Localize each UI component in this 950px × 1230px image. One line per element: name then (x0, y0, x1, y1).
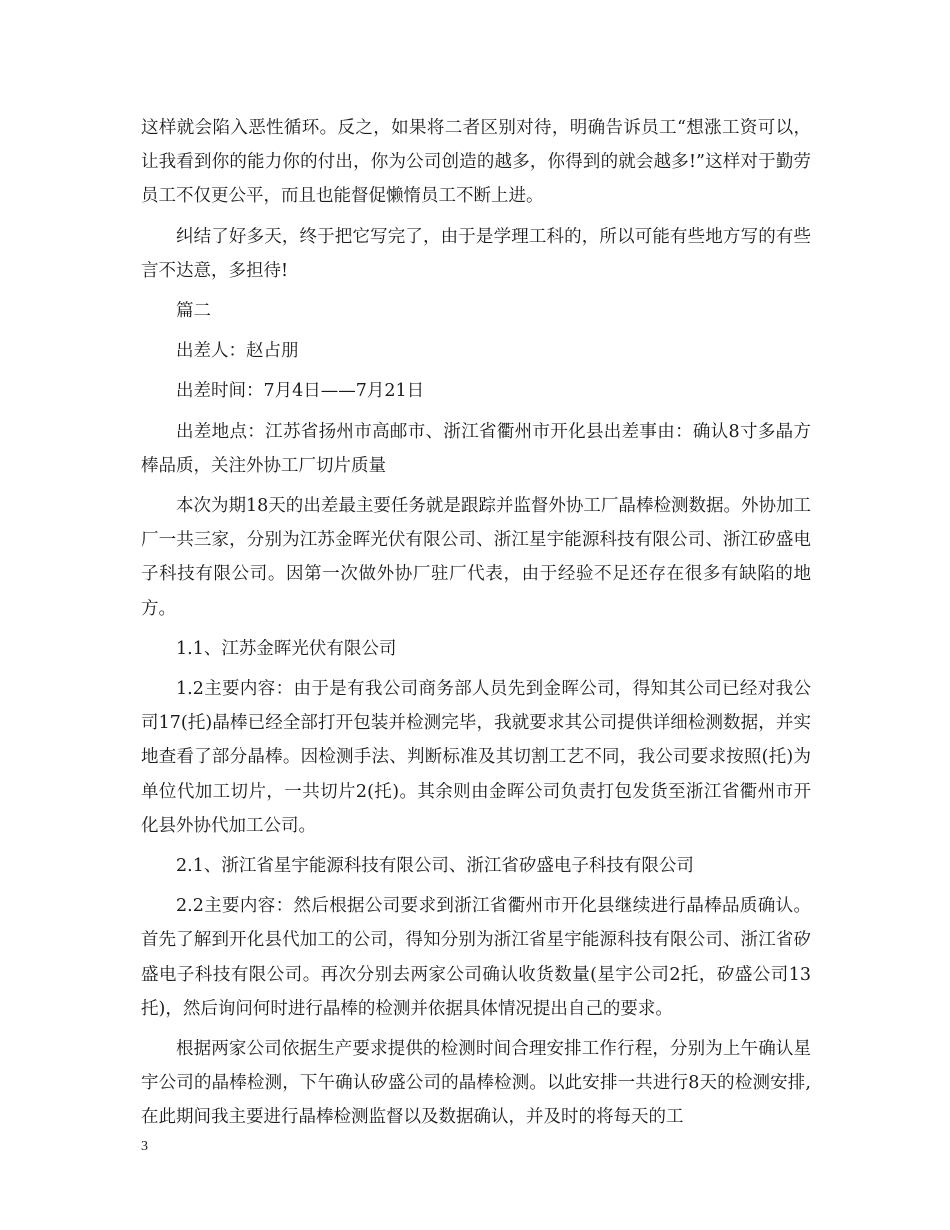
paragraph-jinhui-content: 1.2主要内容：由于是有我公司商务部人员先到金晖公司，得知其公司已经对我公司17(托)晶棒已经全部打开包装并检测完毕，我就要求其公司提供详细检测数据，并实地查看了部分晶棒。因检测手法、判断标准及其切割工艺不同，我公司要求按照(托)为单位代加工切片，一共切片2(托)。其余则由金晖公司负责打包发货至浙江省衢州市开化县外协代加工公司。 (141, 679, 811, 836)
trip-person-line: 出差人：赵占朋 (176, 341, 299, 362)
document-body (141, 111, 811, 1135)
paragraph-kaihua-content: 2.2主要内容：然后根据公司要求到浙江省衢州市开化县继续进行晶棒品质确认。首先了解到开化县代加工的公司，得知分别为浙江省星宇能源科技有限公司、浙江省矽盛电子科技有限公司。再次分别去两家公司确认收货数量(星宇公司2托，矽盛公司13托)，然后询问何时进行晶棒的检测并依据具体情况提出自己的要求。 (141, 896, 811, 1019)
subheading-xingyu-xisheng: 2.1、浙江省星宇能源科技有限公司、浙江省矽盛电子科技有限公司 (176, 856, 694, 877)
trip-time-line: 出差时间：7月4日——7月21日 (176, 381, 425, 402)
trip-location-line: 出差地点：江苏省扬州市高邮市、浙江省衢州市开化县出差事由：确认8寸多晶方棒品质，关注外协工厂切片质量 (141, 421, 811, 476)
paragraph-schedule: 根据两家公司依据生产要求提供的检测时间合理安排工作行程，分别为上午确认星宇公司的晶棒检测，下午确认矽盛公司的晶棒检测。以此安排一共进行8天的检测安排,在此期间我主要进行晶棒检测监督以及数据确认，并及时的将每天的工 (141, 1039, 811, 1128)
paragraph-vicious-cycle: 这样就会陷入恶性循环。反之，如果将二者区别对待，明确告诉员工“想涨工资可以，让我看到你的能力你的付出，你为公司创造的越多，你得到的就会越多!”这样对于勤劳员工不仅更公平，而且也能督促懒惰员工不断上进。 (141, 118, 811, 207)
subheading-jinhui: 1.1、江苏金晖光伏有限公司 (176, 638, 397, 659)
paragraph-trip-overview: 本次为期18天的出差最主要任务就是跟踪并监督外协工厂晶棒检测数据。外协加工厂一共三家，分别为江苏金晖光伏有限公司、浙江星宇能源科技有限公司、浙江矽盛电子科技有限公司。因第一次做外协厂驻厂代表，由于经验不足还存在很多有缺陷的地方。 (141, 496, 811, 619)
paragraph-closing-remark: 纠结了好多天，终于把它写完了，由于是学理工科的，所以可能有些地方写的有些言不达意，多担待! (141, 226, 811, 281)
page-number: 3 (141, 1139, 148, 1154)
section-heading-part-two: 篇二 (176, 301, 211, 322)
